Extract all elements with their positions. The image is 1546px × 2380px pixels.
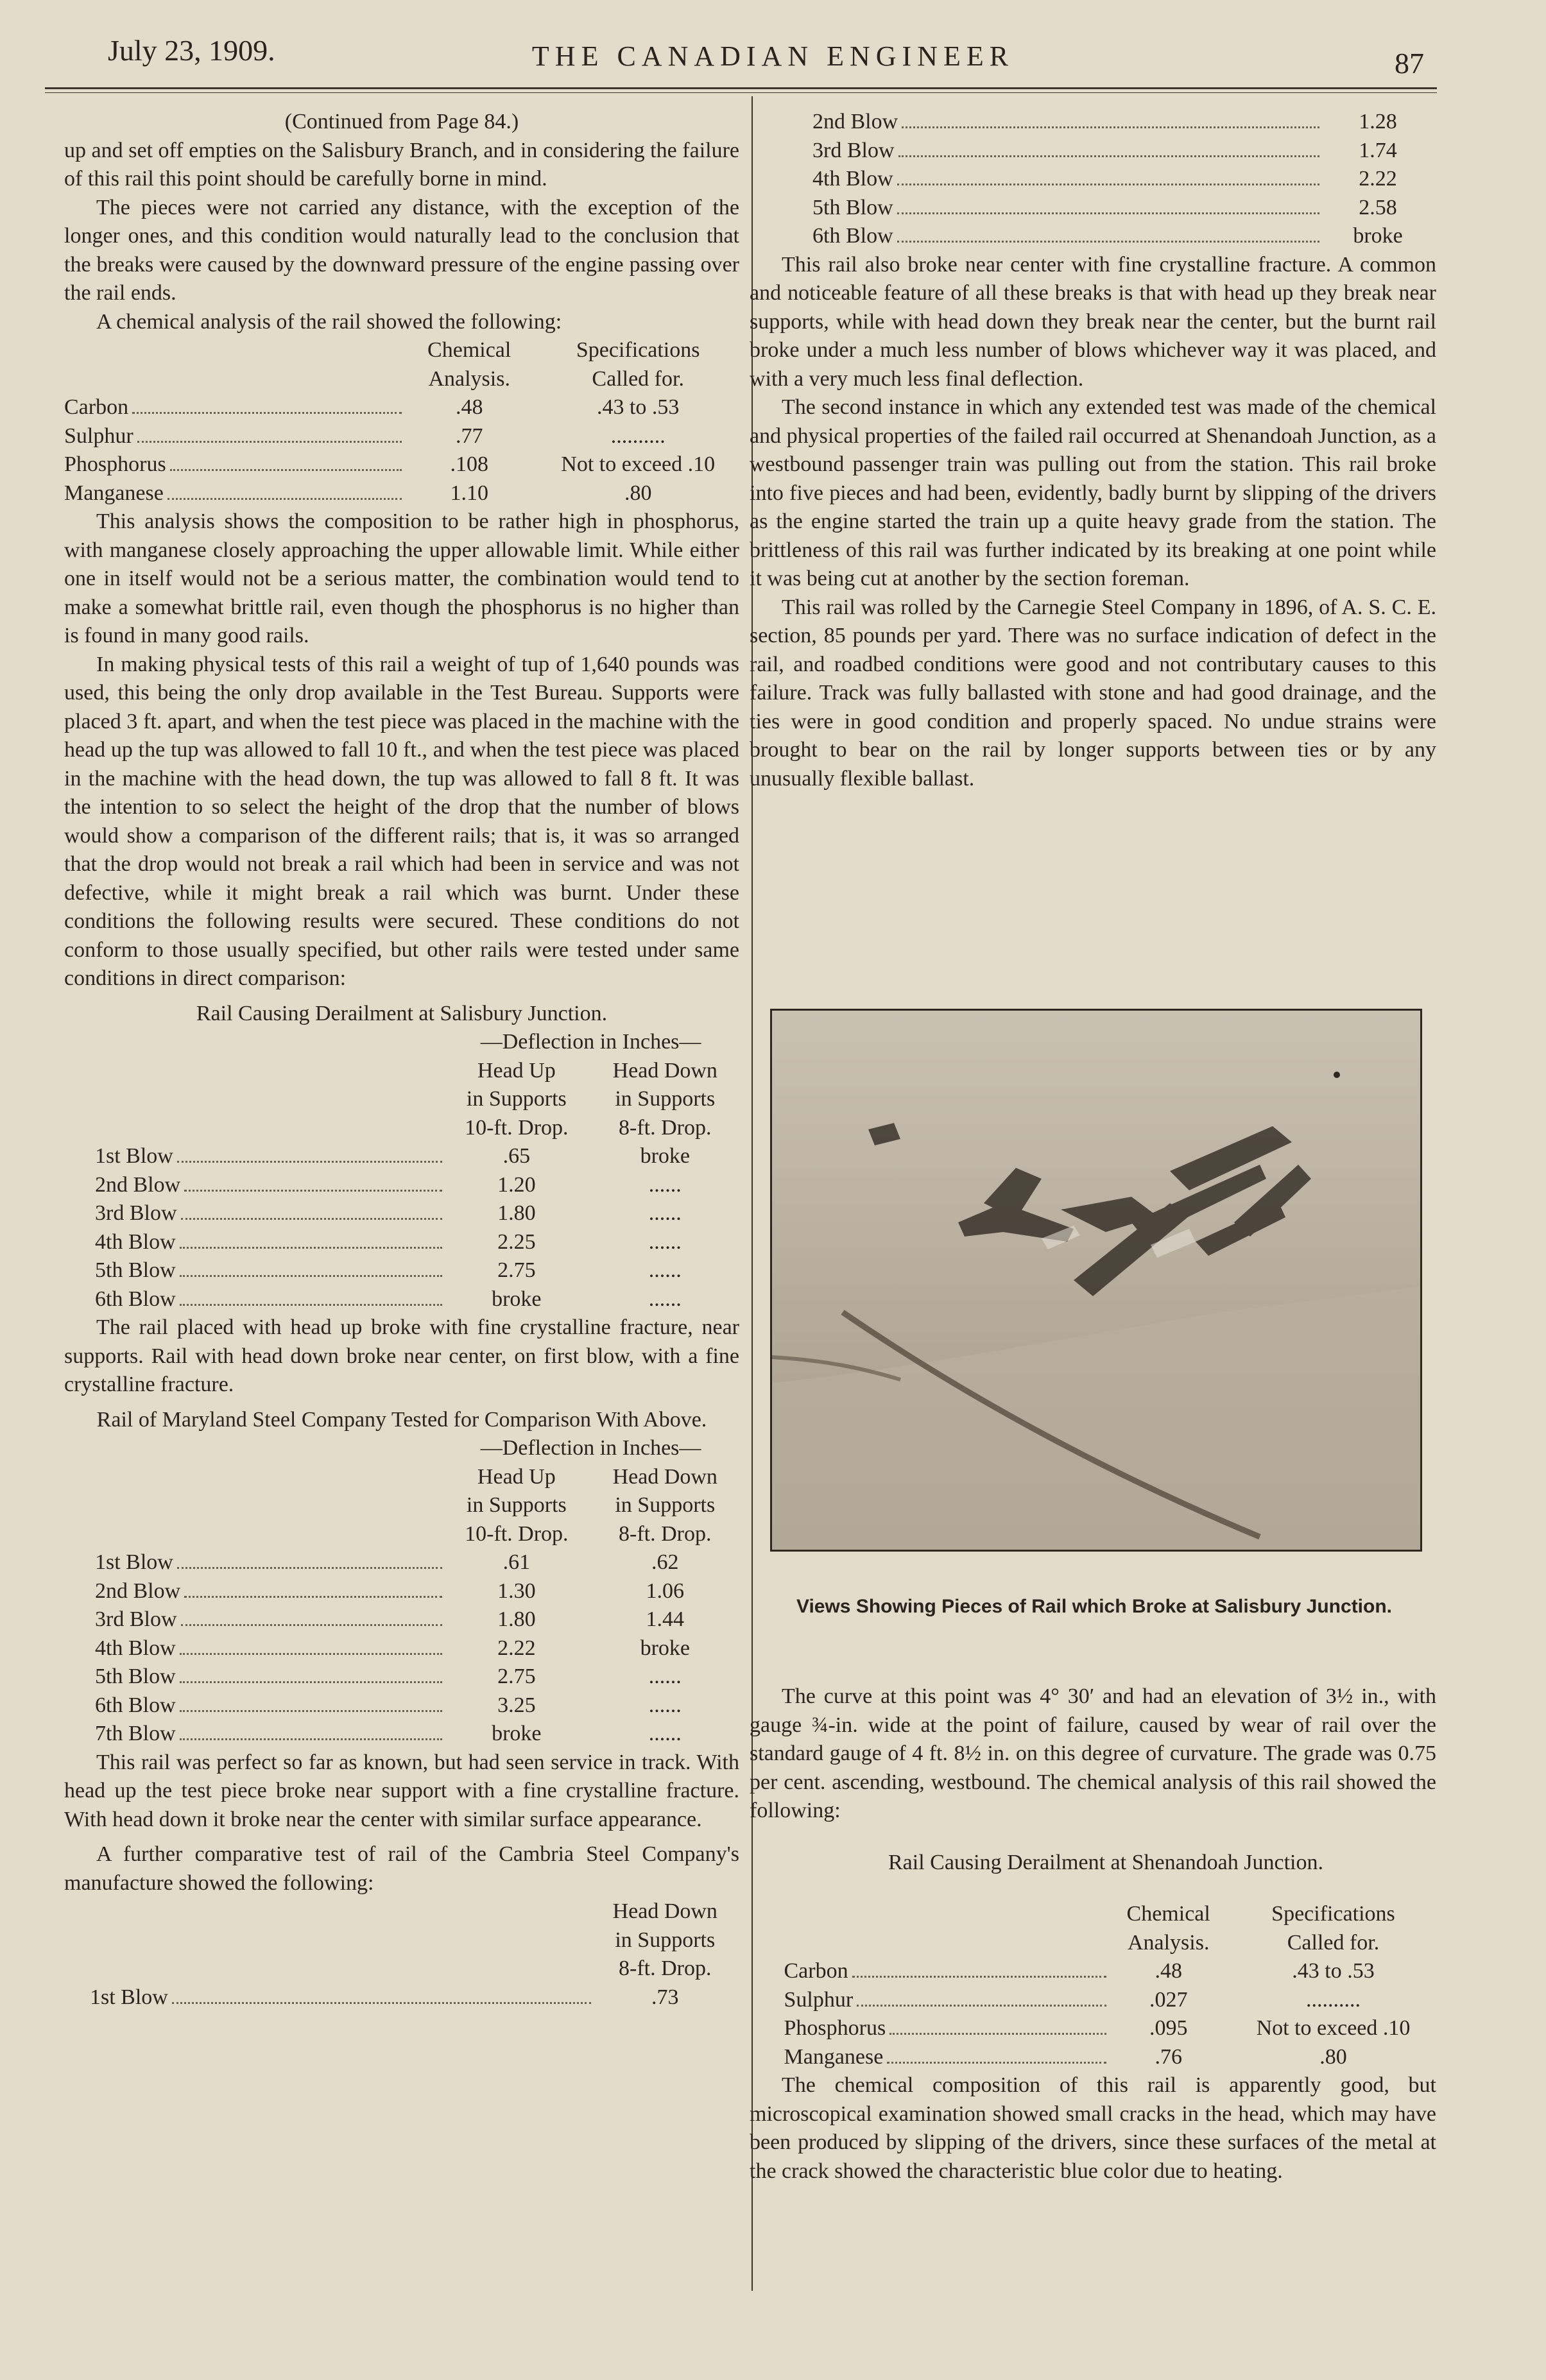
analysis-value: .48: [1155, 1959, 1182, 1983]
paragraph: This analysis shows the composition to be rather high in phosphorus, with manganese closely approaching the upper allowable limit. While either one in itself would not be a serious matter, the combination would tend to make a somewhat brittle rail, even though the phosphorus is no higher than is found in many good rails.: [64, 509, 739, 647]
row-label: Phosphorus: [64, 452, 166, 476]
photo-image: [772, 1011, 1420, 1550]
head-down-value: broke: [640, 1636, 690, 1660]
row-label: 6th Blow: [95, 1287, 176, 1311]
col-header: Chemical: [1126, 1902, 1210, 1926]
spec-value: Not to exceed .10: [561, 452, 716, 476]
head-down-value: ......: [648, 1258, 682, 1282]
head-up-value: broke: [492, 1287, 542, 1311]
running-head: [0, 26, 1546, 103]
spec-value: .80: [1319, 2044, 1347, 2069]
row-label: Carbon: [784, 1959, 848, 1983]
head-up-value: 1.20: [497, 1172, 536, 1197]
spec-value: Not to exceed .10: [1256, 2016, 1411, 2040]
row-label: 2nd Blow: [95, 1579, 181, 1603]
row-label: 4th Blow: [95, 1636, 176, 1660]
table-row: [750, 194, 1436, 223]
col-header: Head Down: [612, 1058, 717, 1083]
table-row: [750, 2043, 1436, 2072]
spec-value: .43 to .53: [1292, 1959, 1375, 1983]
head-down-value: ......: [648, 1201, 682, 1225]
row-label: 6th Blow: [812, 224, 893, 248]
spec-value: .80: [624, 481, 652, 505]
row-label: 5th Blow: [812, 195, 893, 219]
head-down-value: 2.22: [1359, 167, 1397, 191]
head-down-value: 1.74: [1359, 138, 1397, 162]
table-row: [64, 1663, 739, 1691]
journal-title: THE CANADIAN ENGINEER: [531, 40, 1015, 72]
row-label: Manganese: [64, 481, 164, 505]
paragraph: The curve at this point was 4° 30′ and had an elevation of 3½ in., with gauge ¾-in. wide at the point of failure, caused by wear of rail over the standard gauge of 4 ft. 8½ in. on this degree of curvature. The grade was 0.75 per cent. ascending, westbound. The chemical analysis of this rail showed the following:: [750, 1684, 1436, 1822]
col-header: Analysis.: [1127, 1930, 1210, 1955]
head-up-value: 1.80: [497, 1607, 536, 1631]
table-row: [64, 1605, 739, 1634]
analysis-value: .095: [1149, 2016, 1188, 2040]
row-label: Sulphur: [64, 424, 133, 448]
issue-date: July 23, 1909.: [108, 34, 275, 67]
col-header: Head Up: [477, 1058, 556, 1083]
col-header: Head Up: [477, 1464, 556, 1489]
row-label: 4th Blow: [95, 1229, 176, 1254]
table-row: [64, 1228, 739, 1257]
right-column-lower: [750, 1682, 1436, 2186]
table-row: [64, 1983, 739, 2012]
head-up-value: 2.22: [497, 1636, 536, 1660]
row-label: Carbon: [64, 395, 129, 419]
row-label: 3rd Blow: [812, 138, 895, 162]
table-title: Rail Causing Derailment at Shenandoah Junction.: [888, 1850, 1323, 1874]
row-label: 2nd Blow: [812, 110, 898, 133]
table-row: [64, 1199, 739, 1228]
table-row: [64, 393, 739, 422]
col-header: Chemical: [427, 338, 511, 362]
spec-value: ..........: [610, 424, 666, 448]
row-label: 2nd Blow: [95, 1172, 181, 1197]
analysis-value: .108: [450, 452, 488, 476]
photo-caption: Views Showing Pieces of Rail which Broke at Salisbury Junction.: [796, 1596, 1393, 1617]
rail-pieces-photo: [770, 1009, 1422, 1552]
table-row: [750, 2014, 1436, 2043]
row-label: Phosphorus: [784, 2016, 886, 2040]
head-up-value: 2.75: [497, 1665, 536, 1688]
paragraph: The rail placed with head up broke with fine crystalline fracture, near supports. Rail with head down broke near center, on first blow, with a fine crystalline fracture.: [64, 1315, 739, 1396]
head-up-value: 1.80: [497, 1201, 536, 1225]
analysis-value: .027: [1149, 1987, 1188, 2012]
paragraph: up and set off empties on the Salisbury Branch, and in considering the failure of this rail this point should be carefully borne in mind.: [64, 138, 739, 191]
spec-value: ..........: [1305, 1987, 1361, 2012]
row-label: 1st Blow: [95, 1144, 173, 1168]
head-up-value: 3.25: [497, 1693, 536, 1717]
analysis-value: .77: [455, 424, 483, 448]
col-header: Specifications: [1271, 1902, 1395, 1926]
table-row: [64, 1142, 739, 1171]
row-label: 6th Blow: [95, 1693, 176, 1717]
table-row: [64, 1548, 739, 1577]
paragraph: This rail was perfect so far as known, but had seen service in track. With head up the test piece broke near support with a fine crystalline fracture. With head down it broke near the center with similar surface appearance.: [64, 1750, 739, 1831]
head-up-value: broke: [492, 1722, 542, 1745]
table-row: [750, 1986, 1436, 2015]
head-down-value: ......: [648, 1172, 682, 1197]
head-down-value: 2.58: [1359, 195, 1397, 219]
analysis-value: .48: [455, 395, 483, 419]
head-down-value: .73: [651, 1985, 679, 2009]
table-row: [64, 479, 739, 508]
paragraph: This rail was rolled by the Carnegie Steel Company in 1896, of A. S. C. E. section, 85 pounds per yard. There was no surface indication of defect in the rail, and roadbed conditions were good and not contributary causes to this failure. Track was fully ballasted with stone and had good drainage, and the ties were in good condition and properly spaced. No undue strains were brought to bear on the rail by longer supports between ties or by any unusually flexible ballast.: [750, 595, 1436, 791]
continued-note: (Continued from Page 84.): [284, 110, 519, 133]
head-down-value: broke: [640, 1144, 690, 1168]
head-down-value: 1.28: [1359, 110, 1397, 133]
row-label: Sulphur: [784, 1987, 854, 2012]
col-header: 8-ft. Drop.: [619, 1956, 712, 1980]
table-row: [750, 137, 1436, 166]
col-header: in Supports: [615, 1493, 716, 1517]
paragraph: This rail also broke near center with fine crystalline fracture. A common and noticeable feature of all these breaks is that with head up they break near supports, while with head down they break near the center, but the burnt rail broke under a much less number of blows whichever way it was placed, and with a very much less final deflection.: [750, 252, 1436, 391]
row-label: 4th Blow: [812, 167, 893, 191]
paragraph: The pieces were not carried any distance, with the exception of the longer ones, and this condition would naturally lead to the conclusion that the breaks were caused by the downward pressure of the engine passing over the rail ends.: [64, 195, 739, 305]
head-down-value: ......: [648, 1665, 682, 1688]
table-row: [64, 1691, 739, 1720]
table-row: [64, 1634, 739, 1663]
head-up-value: 2.25: [497, 1229, 536, 1254]
maryland-blow-table: [64, 1434, 739, 1749]
deflection-header: —Deflection in Inches—: [480, 1030, 701, 1054]
head-up-value: 2.75: [497, 1258, 536, 1282]
head-down-value: .62: [651, 1550, 679, 1574]
head-down-value: ......: [648, 1693, 682, 1717]
table-row: [64, 422, 739, 451]
left-column: [64, 108, 739, 2012]
col-header: Specifications: [576, 338, 700, 362]
row-label: 5th Blow: [95, 1665, 176, 1688]
col-header: in Supports: [615, 1928, 716, 1952]
paragraph: A further comparative test of rail of the Cambria Steel Company's manufacture showed the following:: [64, 1842, 739, 1895]
table-row: [64, 450, 739, 479]
row-label: 3rd Blow: [95, 1201, 177, 1225]
col-header: Head Down: [612, 1464, 717, 1489]
row-label: 5th Blow: [95, 1258, 176, 1282]
row-label: 7th Blow: [95, 1722, 176, 1745]
row-label: 1st Blow: [95, 1550, 173, 1574]
head-down-value: ......: [648, 1229, 682, 1254]
head-up-value: .61: [502, 1550, 531, 1574]
head-down-value: broke: [1353, 224, 1403, 248]
row-label: Manganese: [784, 2044, 884, 2069]
paragraph: In making physical tests of this rail a weight of tup of 1,640 pounds was used, this being the only drop available in the Test Bureau. Supports were placed 3 ft. apart, and when the test piece was placed in the machine with the head up the tup was allowed to fall 10 ft., and when the test piece was placed in the machine with the head down, the tup was allowed to fall 8 ft. It was the intention to so select the height of the drop that the number of blows would show a comparison of the different rails; that is, it was so arranged that the drop would not break a rail which had been in service and was not defective, while it might break a rail which was burnt. Under these conditions the following results were secured. These conditions do not conform to those usually specified, but other rails were tested under same conditions in direct comparison:: [64, 652, 739, 990]
head-down-value: 1.44: [646, 1607, 685, 1631]
col-header: Called for.: [1287, 1930, 1380, 1955]
header-rule: [45, 87, 1437, 93]
salisbury-blow-table: [64, 1028, 739, 1314]
col-header: 8-ft. Drop.: [619, 1115, 712, 1140]
paragraph: The second instance in which any extended test was made of the chemical and physical properties of the failed rail occurred at Shenandoah Junction, as a westbound passenger train was pulling out from the station. This rail broke into five pieces and had been, evidently, badly burnt by slipping of the drivers as the engine started the train up a quite heavy grade from the station. The brittleness of this rail was further indicated by its breaking at one point while it was being cut at another by the section foreman.: [750, 395, 1436, 590]
col-header: 10-ft. Drop.: [465, 1115, 569, 1140]
col-header: Analysis.: [428, 366, 510, 391]
table-row: [64, 1256, 739, 1285]
col-header: Called for.: [592, 366, 684, 391]
table-title: Rail of Maryland Steel Company Tested for Comparison With Above.: [96, 1407, 707, 1432]
paragraph: The chemical composition of this rail is apparently good, but microscopical examination showed small cracks in the head, which may have been produced by slipping of the drivers, since these surfaces of the metal at the crack showed the characteristic blue color due to heating.: [750, 2073, 1436, 2183]
head-down-value: 1.06: [646, 1579, 685, 1603]
shenandoah-chemical-table: [750, 1900, 1436, 2071]
row-label: 1st Blow: [90, 1985, 168, 2009]
table-row: [64, 1577, 739, 1606]
col-header: 10-ft. Drop.: [465, 1521, 569, 1546]
table-row: [750, 108, 1436, 137]
deflection-header: —Deflection in Inches—: [480, 1436, 701, 1460]
col-header: 8-ft. Drop.: [619, 1521, 712, 1546]
head-up-value: 1.30: [497, 1579, 536, 1603]
analysis-value: .76: [1155, 2044, 1182, 2069]
table-row: [64, 1720, 739, 1749]
col-header: in Supports: [466, 1087, 567, 1111]
table-title: Rail Causing Derailment at Salisbury Junction.: [196, 1001, 608, 1025]
row-label: 3rd Blow: [95, 1607, 177, 1631]
analysis-value: 1.10: [450, 481, 488, 505]
page-number: 87: [1395, 47, 1424, 80]
col-header: Head Down: [612, 1899, 717, 1923]
table-row: [64, 1171, 739, 1200]
table-row: [750, 165, 1436, 194]
col-header: in Supports: [615, 1087, 716, 1111]
table-row: [750, 222, 1436, 251]
head-down-value: ......: [648, 1722, 682, 1745]
right-column: [750, 108, 1436, 793]
col-header: in Supports: [466, 1493, 567, 1517]
table-row: [750, 1957, 1436, 1986]
cambria-blow-table: [64, 1897, 739, 2012]
cambria-blow-table-continued: [750, 108, 1436, 251]
table-row: [64, 1285, 739, 1314]
chemical-analysis-table: [64, 336, 739, 508]
paragraph: A chemical analysis of the rail showed the following:: [96, 309, 562, 334]
spec-value: .43 to .53: [596, 395, 680, 419]
head-up-value: .65: [502, 1144, 531, 1168]
head-down-value: ......: [648, 1287, 682, 1311]
